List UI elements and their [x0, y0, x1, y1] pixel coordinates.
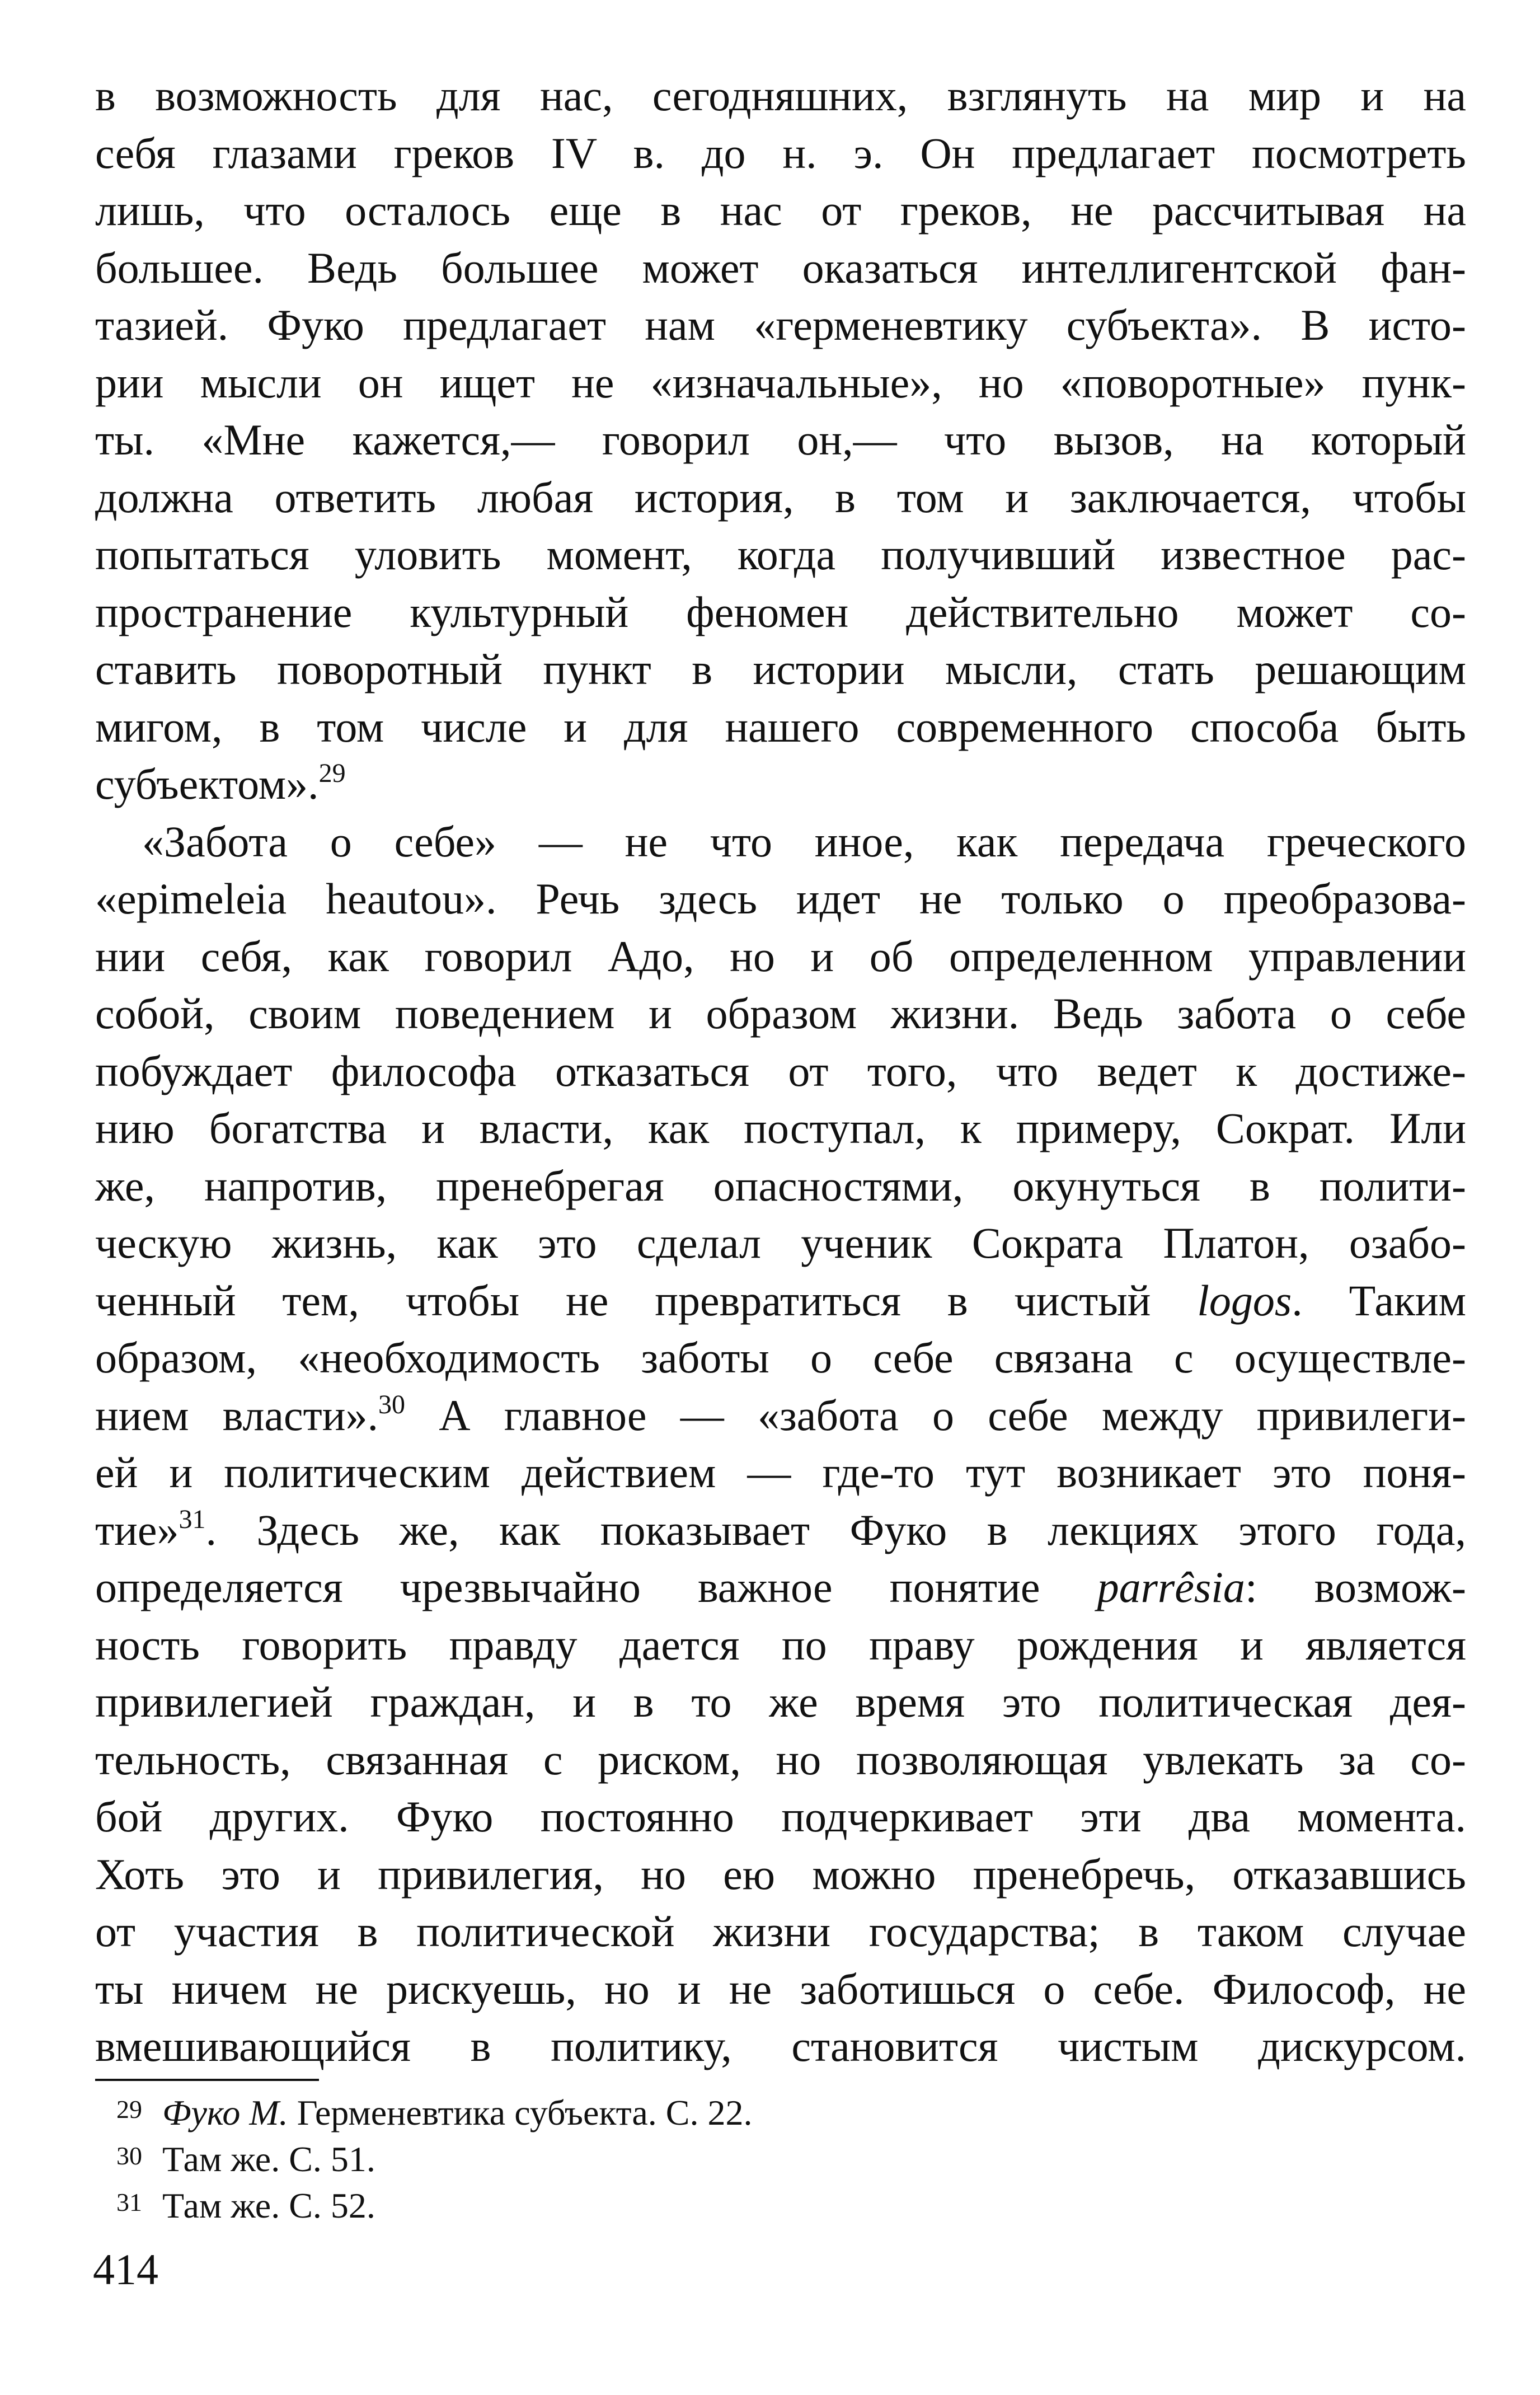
- text-line: же, напротив, пренебрегая опасностями, окунуться в полити-: [95, 1161, 1466, 1210]
- footnote-text: Там же. С. 51.: [162, 2139, 375, 2179]
- footnote-ref-31: 31: [179, 1504, 206, 1534]
- footnote-text: Там же. С. 52.: [162, 2186, 375, 2225]
- text-line: ей и политическим действием — где-то тут возникает это поня-: [95, 1448, 1466, 1497]
- text-line: от участия в политической жизни государства; в таком случае: [95, 1907, 1466, 1956]
- text-line: «epimeleia heautou». Речь здесь идет не только о преобразова-: [95, 874, 1466, 923]
- line-text: определяется чрезвычайно важное понятие: [95, 1563, 1097, 1611]
- text-line: мигом, в том числе и для нашего современного способа быть: [95, 702, 1466, 751]
- footnotes: [95, 2089, 1466, 2229]
- text-line: вмешивающийся в политику, становится чистым дискурсом.: [95, 2022, 1466, 2070]
- text-line: бой других. Фуко постоянно подчеркивает эти два момента.: [95, 1792, 1466, 1841]
- line-text: А главное — «забота о себе между привилеги-: [405, 1390, 1466, 1440]
- text-line: в возможность для нас, сегодняшних, взглянуть на мир и на: [95, 71, 1466, 120]
- text-line: тазией. Фуко предлагает нам «герменевтику субъекта». В исто-: [95, 301, 1466, 349]
- footnote-31: [95, 2182, 1466, 2229]
- text-line: должна ответить любая история, в том и заключается, чтобы: [95, 472, 1466, 522]
- footnote-ref-29: 29: [318, 758, 346, 788]
- text-line: привилегией граждан, и в то же время это политическая дея-: [95, 1677, 1466, 1726]
- text-line: ты. «Мне кажется,— говорил он,— что вызов, на который: [95, 415, 1466, 464]
- text-line: [95, 756, 1466, 813]
- line-text: тие»: [95, 1505, 179, 1554]
- text-line: себя глазами греков IV в. до н. э. Он предлагает посмотреть: [95, 128, 1466, 177]
- text-line: Хоть это и привилегия, но ею можно пренебречь, отказавшись: [95, 1849, 1466, 1899]
- line-text: : возмож-: [1245, 1563, 1466, 1611]
- text-line: нию богатства и власти, как поступал, к примеру, Сократ. Или: [95, 1104, 1466, 1152]
- italic-term-logos: logos: [1197, 1276, 1292, 1325]
- page-number: 414: [93, 2245, 158, 2294]
- text-line: пространение культурный феномен действительно может со-: [95, 587, 1466, 636]
- footnote-number: 30: [116, 2141, 142, 2170]
- text-line: попытаться уловить момент, когда получивший известное рас-: [95, 530, 1466, 579]
- text-line: большее. Ведь большее может оказаться интеллигентской фан-: [95, 243, 1466, 292]
- text-line: нии себя, как говорил Адо, но и об определенном управлении: [95, 931, 1466, 981]
- footnote-29: [95, 2089, 1466, 2136]
- line-text: нием власти».: [95, 1390, 378, 1440]
- footnote-author: Фуко М.: [162, 2093, 288, 2132]
- footnote-number: 31: [116, 2188, 142, 2216]
- text-line: [95, 1387, 1466, 1445]
- footnote-ref-30: 30: [378, 1389, 405, 1419]
- text-line: ческую жизнь, как это сделал ученик Сократа Платон, озабо-: [95, 1218, 1466, 1267]
- italic-term-parresia: parrêsia: [1097, 1563, 1245, 1611]
- text-line: собой, своим поведением и образом жизни. Ведь забота о себе: [95, 989, 1466, 1038]
- footnote-number: 29: [116, 2095, 142, 2124]
- line-text: субъектом».: [95, 760, 319, 808]
- main-text: [95, 67, 1466, 2075]
- footnote-30: [95, 2136, 1466, 2182]
- text-line: [95, 1272, 1466, 1330]
- text-line: лишь, что осталось еще в нас от греков, не рассчитывая на: [95, 186, 1466, 235]
- line-text: . Таким: [1292, 1276, 1466, 1325]
- text-line: ты ничем не рискуешь, но и не заботишься о себе. Философ, не: [95, 1964, 1466, 2013]
- text-line: [95, 1559, 1466, 1616]
- text-line: рии мысли он ищет не «изначальные», но «поворотные» пунк-: [95, 358, 1466, 407]
- text-line: тельность, связанная с риском, но позволяющая увлекать за со-: [95, 1735, 1466, 1784]
- footnote-divider: [95, 2079, 319, 2081]
- text-line: ность говорить правду дается по праву рождения и является: [95, 1620, 1466, 1669]
- text-line: побуждает философа отказаться от того, что ведет к достиже-: [95, 1046, 1466, 1095]
- line-text: ченный тем, чтобы не превратиться в чистый: [95, 1276, 1198, 1325]
- footnote-text: Герменевтика субъекта. С. 22.: [288, 2093, 753, 2132]
- text-line: «Забота о себе» — не что иное, как передача греческого: [142, 817, 1466, 866]
- text-line: образом, «необходимость заботы о себе связана с осуществле-: [95, 1333, 1466, 1382]
- text-line: [95, 1502, 1466, 1559]
- line-text: . Здесь же, как показывает Фуко в лекциях этого года,: [205, 1505, 1466, 1554]
- text-line: ставить поворотный пункт в истории мысли, стать решающим: [95, 645, 1466, 693]
